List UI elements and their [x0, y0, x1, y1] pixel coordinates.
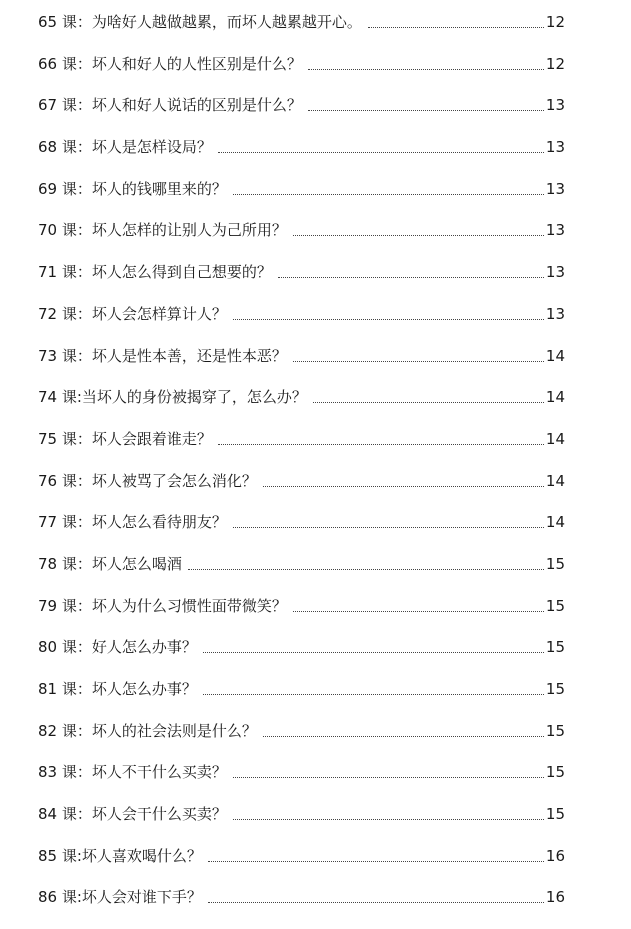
toc-page-number: 13 — [545, 221, 565, 239]
toc-entry-66[interactable] — [38, 53, 565, 75]
toc-entry-title: 76 课：坏人被骂了会怎么消化？ — [38, 472, 257, 490]
toc-entry-75[interactable] — [38, 428, 565, 450]
toc-entry-65[interactable] — [38, 11, 565, 33]
toc-entry-84[interactable] — [38, 803, 565, 825]
toc-page-number: 13 — [545, 305, 565, 323]
toc-entry-title: 68 课：坏人是怎样设局？ — [38, 138, 212, 156]
toc-page-number: 14 — [545, 388, 565, 406]
toc-entry-85[interactable] — [38, 845, 565, 867]
toc-entry-title: 83 课：坏人不干什么买卖？ — [38, 763, 227, 781]
toc-entry-79[interactable] — [38, 595, 565, 617]
toc-page-number: 15 — [545, 763, 565, 781]
toc-dot-leader — [308, 69, 544, 70]
toc-entry-title: 69 课：坏人的钱哪里来的？ — [38, 180, 227, 198]
toc-dot-leader — [293, 235, 544, 236]
toc-dot-leader — [218, 152, 544, 153]
toc-dot-leader — [233, 319, 544, 320]
toc-page-number: 14 — [545, 472, 565, 490]
toc-entry-title: 71 课：坏人怎么得到自己想要的？ — [38, 263, 272, 281]
toc-dot-leader — [218, 444, 544, 445]
toc-entry-title: 81 课：坏人怎么办事？ — [38, 680, 197, 698]
toc-dot-leader — [208, 861, 544, 862]
toc-entry-title: 74 课:当坏人的身份被揭穿了，怎么办？ — [38, 388, 307, 406]
toc-entry-73[interactable] — [38, 345, 565, 367]
toc-page-number: 13 — [545, 96, 565, 114]
toc-page-number: 15 — [545, 805, 565, 823]
toc-entry-title: 82 课：坏人的社会法则是什么？ — [38, 722, 257, 740]
toc-entry-76[interactable] — [38, 470, 565, 492]
toc-entry-title: 70 课：坏人怎样的让别人为己所用？ — [38, 221, 287, 239]
toc-dot-leader — [233, 527, 544, 528]
toc-dot-leader — [263, 486, 544, 487]
toc-dot-leader — [233, 777, 544, 778]
toc-entry-71[interactable] — [38, 261, 565, 283]
toc-entry-77[interactable] — [38, 511, 565, 533]
toc-entry-title: 79 课：坏人为什么习惯性面带微笑？ — [38, 597, 287, 615]
toc-entry-title: 78 课：坏人怎么喝酒 — [38, 555, 182, 573]
toc-page-number: 15 — [545, 555, 565, 573]
toc-entry-title: 77 课：坏人怎么看待朋友？ — [38, 513, 227, 531]
toc-page-number: 15 — [545, 638, 565, 656]
toc-page-number: 14 — [545, 430, 565, 448]
toc-entry-67[interactable] — [38, 94, 565, 116]
toc-page-number: 15 — [545, 597, 565, 615]
toc-page-number: 14 — [545, 513, 565, 531]
toc-entry-title: 86 课:坏人会对谁下手？ — [38, 888, 202, 906]
toc-page-number: 13 — [545, 180, 565, 198]
toc-dot-leader — [308, 110, 544, 111]
toc-entry-title: 66 课：坏人和好人的人性区别是什么？ — [38, 55, 302, 73]
toc-entry-title: 67 课：坏人和好人说话的区别是什么？ — [38, 96, 302, 114]
toc-page-number: 14 — [545, 347, 565, 365]
toc-dot-leader — [208, 902, 544, 903]
toc-dot-leader — [203, 694, 544, 695]
toc-entry-81[interactable] — [38, 678, 565, 700]
toc-page-number: 15 — [545, 722, 565, 740]
toc-dot-leader — [293, 611, 544, 612]
toc-entry-74[interactable] — [38, 386, 565, 408]
toc-entry-title: 84 课：坏人会干什么买卖？ — [38, 805, 227, 823]
toc-page-number: 16 — [545, 847, 565, 865]
toc-page-number: 12 — [545, 13, 565, 31]
toc-entry-86[interactable] — [38, 886, 565, 908]
toc-dot-leader — [313, 402, 544, 403]
toc-dot-leader — [233, 194, 544, 195]
toc-page-number: 13 — [545, 263, 565, 281]
toc-entry-78[interactable] — [38, 553, 565, 575]
toc-entry-68[interactable] — [38, 136, 565, 158]
toc-entry-69[interactable] — [38, 178, 565, 200]
toc-entry-82[interactable] — [38, 720, 565, 742]
toc-entry-title: 72 课：坏人会怎样算计人？ — [38, 305, 227, 323]
toc-entry-title: 75 课：坏人会跟着谁走？ — [38, 430, 212, 448]
toc-dot-leader — [203, 652, 544, 653]
toc-page-number: 16 — [545, 888, 565, 906]
toc-dot-leader — [263, 736, 544, 737]
toc-page-number: 13 — [545, 138, 565, 156]
toc-entry-70[interactable] — [38, 219, 565, 241]
toc-dot-leader — [293, 361, 544, 362]
toc-entry-83[interactable] — [38, 761, 565, 783]
toc-page-number: 12 — [545, 55, 565, 73]
toc-entry-title: 85 课:坏人喜欢喝什么？ — [38, 847, 202, 865]
toc-entry-80[interactable] — [38, 636, 565, 658]
toc-entry-title: 80 课：好人怎么办事？ — [38, 638, 197, 656]
toc-dot-leader — [233, 819, 544, 820]
toc-page-number: 15 — [545, 680, 565, 698]
toc-entry-title: 73 课：坏人是性本善，还是性本恶？ — [38, 347, 287, 365]
toc-entry-72[interactable] — [38, 303, 565, 325]
toc-entry-title: 65 课：为啥好人越做越累，而坏人越累越开心。 — [38, 13, 362, 31]
toc-dot-leader — [188, 569, 544, 570]
toc-dot-leader — [278, 277, 544, 278]
toc-dot-leader — [368, 27, 544, 28]
